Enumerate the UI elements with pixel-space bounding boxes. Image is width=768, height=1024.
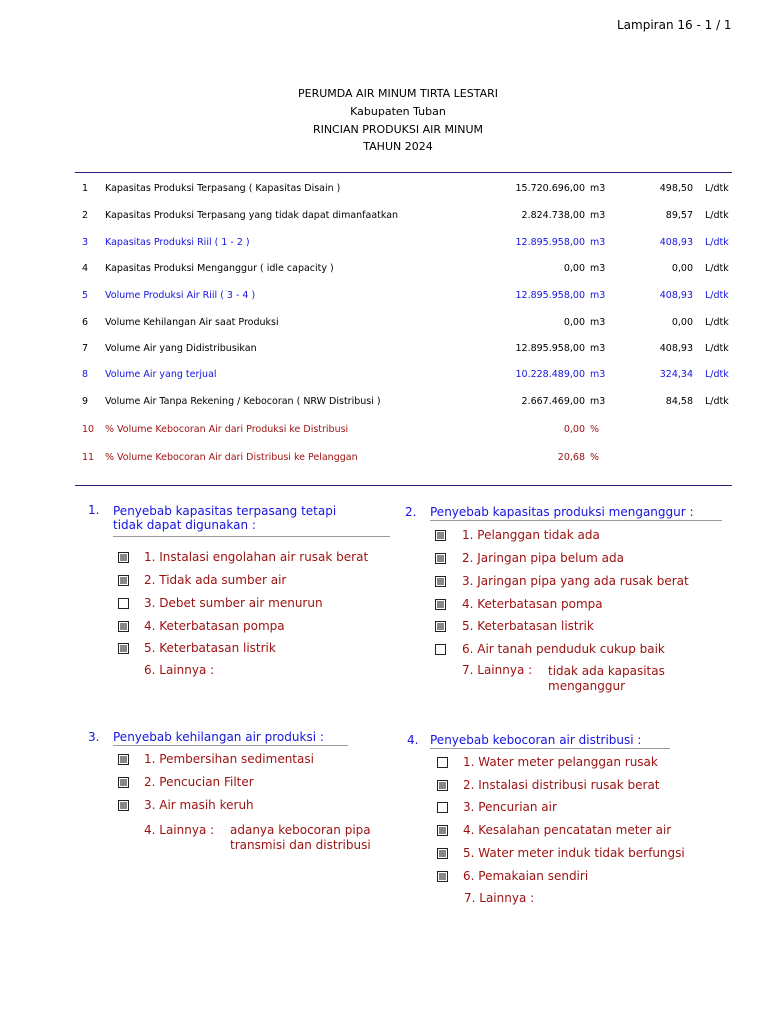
other-value-line1: adanya kebocoran pipa bbox=[230, 823, 371, 837]
row-rate-unit: L/dtk bbox=[705, 396, 729, 407]
row-label: Kapasitas Produksi Menganggur ( idle capacity ) bbox=[105, 263, 334, 274]
row-unit: m3 bbox=[590, 263, 606, 274]
checklist-item-label: 6. Air tanah penduduk cukup baik bbox=[462, 642, 665, 656]
row-rate: 0,00 bbox=[671, 263, 693, 274]
table-row bbox=[0, 210, 768, 226]
row-rate: 0,00 bbox=[671, 317, 693, 328]
row-rate-unit: L/dtk bbox=[705, 290, 729, 301]
checklist-item-label: 4. Kesalahan pencatatan meter air bbox=[463, 823, 672, 837]
company-name: PERUMDA AIR MINUM TIRTA LESTARI bbox=[297, 87, 498, 100]
row-rate: 84,58 bbox=[665, 396, 693, 407]
row-number: 5 bbox=[82, 290, 89, 301]
checkbox[interactable] bbox=[437, 780, 448, 791]
row-rate-unit: L/dtk bbox=[705, 369, 729, 380]
checkbox[interactable] bbox=[437, 848, 448, 859]
row-value: 2.667.469,00 bbox=[521, 396, 585, 407]
checklist-item-label: 5. Water meter induk tidak berfungsi bbox=[463, 846, 685, 860]
row-rate: 324,34 bbox=[659, 369, 693, 380]
row-value: 12.895.958,00 bbox=[515, 343, 585, 354]
checklist-item-label: 1. Pembersihan sedimentasi bbox=[144, 752, 314, 766]
page-reference: Lampiran 16 - 1 / 1 bbox=[617, 18, 732, 32]
row-number: 4 bbox=[82, 263, 89, 274]
checkbox[interactable] bbox=[435, 599, 446, 610]
row-value: 10.228.489,00 bbox=[515, 369, 585, 380]
checklist-item-label: 5. Keterbatasan listrik bbox=[144, 641, 276, 655]
row-value: 0,00 bbox=[563, 263, 585, 274]
section-title: Penyebab kehilangan air produksi : bbox=[113, 730, 348, 746]
row-value: 0,00 bbox=[563, 424, 585, 435]
row-number: 11 bbox=[82, 452, 95, 463]
section-title: Penyebab kebocoran air distribusi : bbox=[430, 733, 670, 749]
table-row bbox=[0, 237, 768, 253]
table-row bbox=[0, 317, 768, 333]
checklist-item-label: 2. Instalasi distribusi rusak berat bbox=[463, 778, 660, 792]
other-label: 7. Lainnya : bbox=[464, 891, 535, 905]
checkbox[interactable] bbox=[118, 598, 129, 609]
checklist-item-label: 3. Debet sumber air menurun bbox=[144, 596, 323, 610]
checklist-item-label: 3. Pencurian air bbox=[463, 800, 557, 814]
row-label: Kapasitas Produksi Terpasang ( Kapasitas Disain ) bbox=[105, 183, 341, 194]
table-row bbox=[0, 263, 768, 279]
row-number: 10 bbox=[82, 424, 95, 435]
row-rate-unit: L/dtk bbox=[705, 263, 729, 274]
checkbox[interactable] bbox=[435, 553, 446, 564]
table-row bbox=[0, 369, 768, 385]
other-value-line2: menganggur bbox=[548, 679, 626, 693]
row-number: 8 bbox=[82, 369, 89, 380]
row-label: Kapasitas Produksi Terpasang yang tidak dapat dimanfaatkan bbox=[105, 210, 399, 221]
checkbox[interactable] bbox=[437, 757, 448, 768]
row-unit: m3 bbox=[590, 369, 606, 380]
table-row bbox=[0, 396, 768, 412]
checklist-item-label: 4. Keterbatasan pompa bbox=[462, 597, 603, 611]
report-title: RINCIAN PRODUKSI AIR MINUM bbox=[312, 123, 484, 136]
checkbox[interactable] bbox=[118, 754, 129, 765]
row-unit: % bbox=[590, 424, 600, 435]
row-label: Volume Air Tanpa Rekening / Kebocoran ( NRW Distribusi ) bbox=[105, 396, 381, 407]
row-rate-unit: L/dtk bbox=[705, 343, 729, 354]
row-rate-unit: L/dtk bbox=[705, 183, 729, 194]
row-label: Volume Air yang terjual bbox=[105, 369, 217, 380]
checkbox[interactable] bbox=[435, 576, 446, 587]
checklist-item-label: 2. Jaringan pipa belum ada bbox=[462, 551, 624, 565]
row-rate: 89,57 bbox=[665, 210, 693, 221]
row-unit: m3 bbox=[590, 237, 606, 248]
other-label: 7. Lainnya : bbox=[462, 663, 533, 677]
top-rule bbox=[75, 172, 732, 173]
section-number: 4. bbox=[407, 733, 419, 747]
other-label: 4. Lainnya : bbox=[144, 823, 215, 837]
table-row bbox=[0, 452, 768, 468]
row-unit: m3 bbox=[590, 396, 606, 407]
row-value: 0,00 bbox=[563, 317, 585, 328]
row-number: 9 bbox=[82, 396, 89, 407]
checklist-item-label: 4. Keterbatasan pompa bbox=[144, 619, 285, 633]
checkbox[interactable] bbox=[118, 643, 129, 654]
section-title: Penyebab kapasitas produksi menganggur : bbox=[430, 505, 722, 521]
row-number: 7 bbox=[82, 343, 89, 354]
row-unit: m3 bbox=[590, 210, 606, 221]
bottom-rule bbox=[75, 485, 732, 486]
checklist-item-label: 5. Keterbatasan listrik bbox=[462, 619, 594, 633]
row-label: % Volume Kebocoran Air dari Distribusi ke Pelanggan bbox=[105, 452, 358, 463]
row-unit: % bbox=[590, 452, 600, 463]
row-value: 15.720.696,00 bbox=[515, 183, 585, 194]
row-value: 12.895.958,00 bbox=[515, 290, 585, 301]
checkbox[interactable] bbox=[435, 530, 446, 541]
checklist-item-label: 3. Jaringan pipa yang ada rusak berat bbox=[462, 574, 689, 588]
table-row bbox=[0, 424, 768, 440]
row-label: Kapasitas Produksi Riil ( 1 - 2 ) bbox=[105, 237, 250, 248]
row-unit: m3 bbox=[590, 343, 606, 354]
checkbox[interactable] bbox=[118, 800, 129, 811]
report-year: TAHUN 2024 bbox=[363, 140, 433, 153]
row-rate: 408,93 bbox=[659, 343, 693, 354]
checkbox[interactable] bbox=[437, 802, 448, 813]
row-unit: m3 bbox=[590, 290, 606, 301]
row-rate-unit: L/dtk bbox=[705, 237, 729, 248]
checklist-item-label: 1. Instalasi engolahan air rusak berat bbox=[144, 550, 369, 564]
row-rate-unit: L/dtk bbox=[705, 317, 729, 328]
section-number: 1. bbox=[88, 503, 100, 517]
row-rate-unit: L/dtk bbox=[705, 210, 729, 221]
row-number: 1 bbox=[82, 183, 89, 194]
row-value: 20,68 bbox=[557, 452, 585, 463]
row-value: 12.895.958,00 bbox=[515, 237, 585, 248]
checkbox[interactable] bbox=[435, 644, 446, 655]
checkbox[interactable] bbox=[118, 621, 129, 632]
row-label: Volume Kehilangan Air saat Produksi bbox=[105, 317, 279, 328]
checkbox[interactable] bbox=[118, 575, 129, 586]
row-value: 2.824.738,00 bbox=[521, 210, 585, 221]
row-label: % Volume Kebocoran Air dari Produksi ke Distribusi bbox=[105, 424, 349, 435]
checkbox[interactable] bbox=[118, 777, 129, 788]
row-unit: m3 bbox=[590, 183, 606, 194]
checklist-item-label: 6. Pemakaian sendiri bbox=[463, 869, 589, 883]
other-value-line1: tidak ada kapasitas bbox=[548, 664, 665, 678]
row-label: Volume Air yang Didistribusikan bbox=[105, 343, 257, 354]
row-number: 6 bbox=[82, 317, 89, 328]
row-label: Volume Produksi Air Riil ( 3 - 4 ) bbox=[105, 290, 256, 301]
row-unit: m3 bbox=[590, 317, 606, 328]
checkbox[interactable] bbox=[435, 621, 446, 632]
table-row bbox=[0, 343, 768, 359]
row-number: 3 bbox=[82, 237, 89, 248]
other-value-line2: transmisi dan distribusi bbox=[230, 838, 371, 852]
row-number: 2 bbox=[82, 210, 89, 221]
checklist-item-label: 2. Pencucian Filter bbox=[144, 775, 254, 789]
checklist-item-label: 2. Tidak ada sumber air bbox=[144, 573, 287, 587]
checkbox[interactable] bbox=[118, 552, 129, 563]
checkbox[interactable] bbox=[437, 825, 448, 836]
table-row bbox=[0, 290, 768, 306]
row-rate: 498,50 bbox=[659, 183, 693, 194]
table-row bbox=[0, 183, 768, 199]
checkbox[interactable] bbox=[437, 871, 448, 882]
checklist-item-label: 1. Pelanggan tidak ada bbox=[462, 528, 600, 542]
section-title-line2: tidak dapat digunakan : bbox=[113, 518, 390, 537]
regency-name: Kabupaten Tuban bbox=[350, 105, 446, 118]
checklist-item-label: 3. Air masih keruh bbox=[144, 798, 254, 812]
other-label: 6. Lainnya : bbox=[144, 663, 215, 677]
row-rate: 408,93 bbox=[659, 237, 693, 248]
section-number: 2. bbox=[405, 505, 417, 519]
section-number: 3. bbox=[88, 730, 100, 744]
section-title: Penyebab kapasitas terpasang tetapi bbox=[113, 504, 337, 518]
checklist-item-label: 1. Water meter pelanggan rusak bbox=[463, 755, 658, 769]
row-rate: 408,93 bbox=[659, 290, 693, 301]
